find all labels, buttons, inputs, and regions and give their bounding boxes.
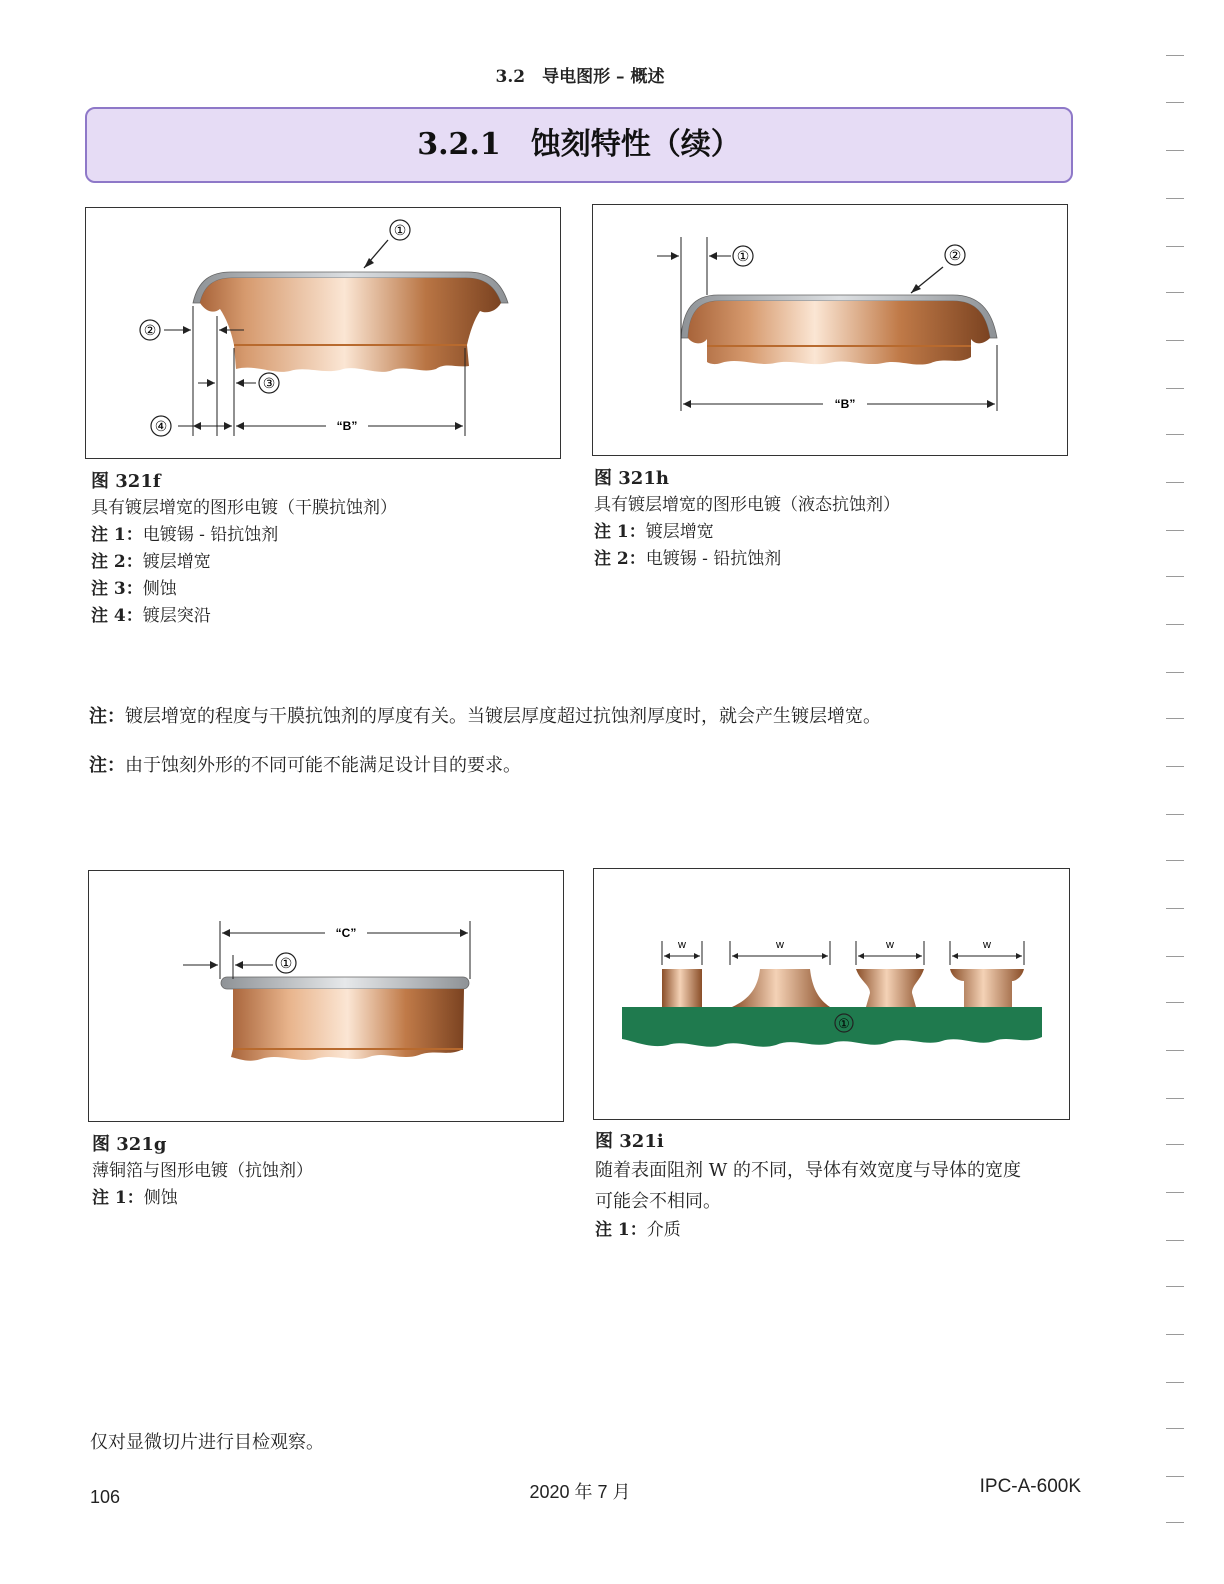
figure-321h bbox=[592, 204, 1068, 456]
figure-321g-drawing bbox=[89, 871, 562, 1120]
w-label-2: w bbox=[776, 939, 784, 951]
figure-caption: 具有镀层增宽的图形电镀（液态抗蚀剂） bbox=[594, 495, 900, 515]
document-id: IPC-A-600K bbox=[979, 1476, 1081, 1497]
section-header: 3.2 导电图形 – 概述 bbox=[495, 67, 665, 87]
figure-321f-caption-block bbox=[91, 468, 561, 630]
note-1: 注 1：镀层增宽 bbox=[594, 522, 714, 542]
callout-1: ① bbox=[393, 222, 407, 238]
note-2: 注 2：电镀锡 - 铅抗蚀剂 bbox=[594, 549, 782, 569]
note-4: 注 4：镀层突沿 bbox=[91, 606, 211, 626]
footer-note: 仅对显微切片进行目检观察。 bbox=[90, 1432, 324, 1453]
dimension-c-label: “C” bbox=[335, 926, 357, 940]
figure-321f-drawing bbox=[86, 208, 559, 457]
figure-number: 图 321g bbox=[92, 1134, 167, 1155]
callout-2: ② bbox=[143, 322, 157, 338]
figure-caption: 薄铜箔与图形电镀（抗蚀剂） bbox=[92, 1161, 313, 1181]
page-number: 106 bbox=[90, 1487, 121, 1507]
figure-321f bbox=[85, 207, 561, 459]
figure-number: 图 321i bbox=[595, 1131, 664, 1152]
section-title-box bbox=[85, 107, 1073, 183]
callout-1: ① bbox=[279, 955, 293, 971]
note-1: 注 1：侧蚀 bbox=[92, 1188, 178, 1208]
figure-caption: 具有镀层增宽的图形电镀（干膜抗蚀剂） bbox=[91, 498, 397, 518]
figure-321h-caption-block bbox=[594, 465, 1064, 573]
dimension-b-label: “B” bbox=[336, 419, 358, 433]
w-label-4: w bbox=[983, 939, 991, 951]
callout-1: ① bbox=[736, 248, 750, 264]
figure-number: 图 321f bbox=[91, 471, 161, 492]
note-1: 注 1：电镀锡 - 铅抗蚀剂 bbox=[91, 525, 279, 545]
figure-caption-line-2: 可能会不相同。 bbox=[595, 1191, 721, 1212]
w-label-1: w bbox=[678, 939, 686, 951]
figure-321i-drawing bbox=[594, 869, 1068, 1118]
figure-321i-caption-block bbox=[595, 1128, 1075, 1244]
figure-321g-caption-block bbox=[92, 1131, 562, 1212]
figure-321h-drawing bbox=[593, 205, 1066, 454]
section-title: 3.2.1 蚀刻特性（续） bbox=[417, 127, 741, 162]
callout-4: ④ bbox=[154, 418, 168, 434]
callout-1: ① bbox=[838, 1016, 850, 1031]
dimension-b-label: “B” bbox=[834, 397, 856, 411]
footer-date: 2020 年 7 月 bbox=[529, 1482, 631, 1502]
note-3: 注 3：侧蚀 bbox=[91, 579, 177, 599]
w-label-3: w bbox=[886, 939, 894, 951]
body-note-1: 注：镀层增宽的程度与干膜抗蚀剂的厚度有关。当镀层厚度超过抗蚀剂厚度时，就会产生镀层增宽。 bbox=[89, 706, 881, 727]
callout-2: ② bbox=[948, 247, 962, 263]
figure-caption-line-1: 随着表面阻剂 W 的不同，导体有效宽度与导体的宽度 bbox=[595, 1160, 1021, 1181]
figure-321g bbox=[88, 870, 564, 1122]
figure-321i bbox=[593, 868, 1070, 1120]
callout-3: ③ bbox=[262, 375, 276, 391]
body-note-2: 注：由于蚀刻外形的不同可能不能满足设计目的要求。 bbox=[89, 755, 521, 776]
note-1: 注 1：介质 bbox=[595, 1220, 681, 1240]
figure-number: 图 321h bbox=[594, 468, 669, 489]
note-2: 注 2：镀层增宽 bbox=[91, 552, 211, 572]
